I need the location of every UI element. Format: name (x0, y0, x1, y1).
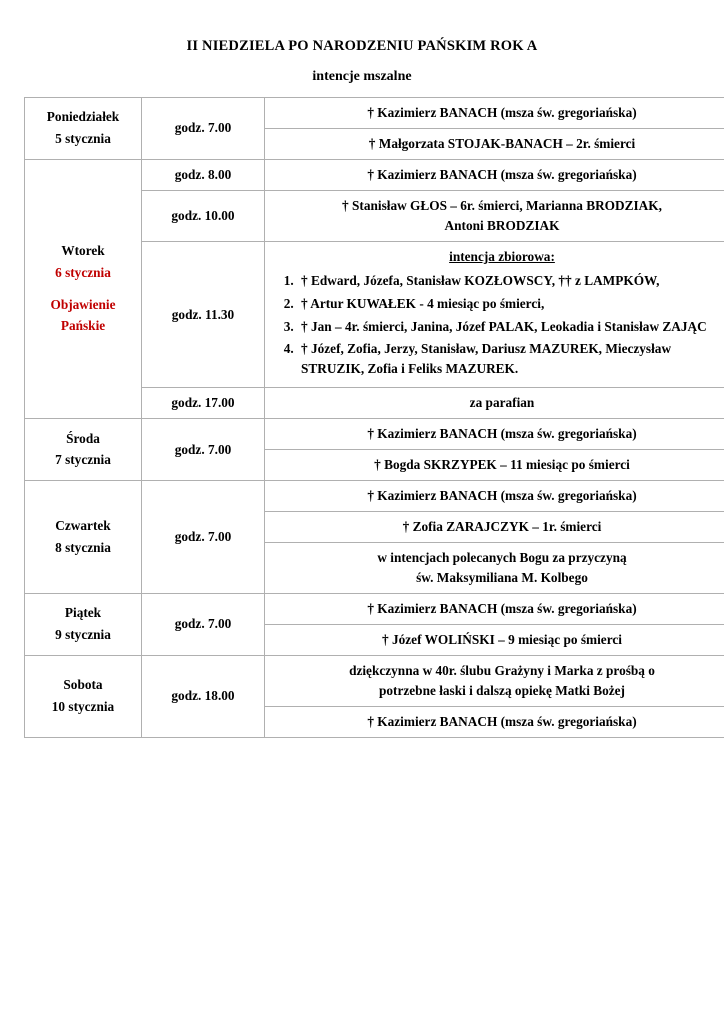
day-date: 10 stycznia (51, 698, 115, 714)
list-item: 4. † Józef, Zofia, Jerzy, Stanisław, Dariusz MAZUREK, Mieczysław STRUZIK, Zofia i Feliks MAZUREK. (297, 339, 724, 379)
time-cell-friday: godz. 7.00 (142, 593, 265, 655)
day-cell-thursday (25, 481, 142, 594)
intention-cell: za parafian (265, 388, 724, 419)
intention-cell (265, 655, 724, 706)
list-item: 1. † Edward, Józefa, Stanisław KOZŁOWSCY, †† z LAMPKÓW, (297, 271, 724, 291)
intention-line1: † Stanisław GŁOS – 6r. śmierci, Marianna BRODZIAK, (342, 197, 662, 213)
mass-intentions-table (24, 97, 724, 738)
page-subtitle: intencje mszalne (312, 69, 412, 84)
table-row (25, 593, 724, 624)
intention-cell: † Józef WOLIŃSKI – 9 miesiąc po śmierci (265, 624, 724, 655)
intention-line2: potrzebne łaski i dalszą opiekę Matki Bożej (379, 682, 625, 698)
intention-line1: dziękczynna w 40r. ślubu Grażyny i Marka z prośbą o (349, 662, 655, 678)
list-item: 2. † Artur KUWAŁEK - 4 miesiąc po śmierci, (297, 294, 724, 314)
day-cell-tuesday (25, 159, 142, 418)
time-cell: godz. 8.00 (142, 159, 265, 190)
day-date: 5 stycznia (55, 130, 111, 146)
day-date: 7 stycznia (55, 452, 111, 468)
day-cell-monday (25, 98, 142, 160)
table-row (25, 655, 724, 706)
day-cell-saturday (25, 655, 142, 737)
intention-cell: † Bogda SKRZYPEK – 11 miesiąc po śmierci (265, 450, 724, 481)
page-title: II NIEDZIELA PO NARODZENIU PAŃSKIM ROK A (186, 38, 538, 54)
day-date: 9 stycznia (55, 626, 111, 642)
intention-cell: † Małgorzata STOJAK-BANACH – 2r. śmierci (265, 128, 724, 159)
intention-cell: † Kazimierz BANACH (msza św. gregoriańska) (265, 481, 724, 512)
time-cell-saturday: godz. 18.00 (142, 655, 265, 737)
day-name: Czwartek (55, 517, 111, 533)
day-cell-wednesday (25, 419, 142, 481)
time-cell-monday: godz. 7.00 (142, 98, 265, 160)
collective-intention-header: intencja zbiorowa: (449, 248, 555, 264)
intention-cell (265, 190, 724, 241)
day-name: Poniedziałek (46, 109, 120, 125)
table-row (25, 98, 724, 129)
intention-cell: † Kazimierz BANACH (msza św. gregoriańska) (265, 593, 724, 624)
table-row (25, 419, 724, 450)
collective-intention-list (271, 271, 724, 380)
intention-cell: † Kazimierz BANACH (msza św. gregoriańska) (265, 98, 724, 129)
table-row (25, 159, 724, 190)
day-cell-friday (25, 593, 142, 655)
intention-line2: św. Maksymiliana M. Kolbego (416, 569, 588, 585)
intention-line2: Antoni BRODZIAK (444, 217, 560, 233)
intention-cell: † Zofia ZARAJCZYK – 1r. śmierci (265, 512, 724, 543)
table-row (25, 481, 724, 512)
day-date: 8 stycznia (55, 539, 111, 555)
time-cell: godz. 10.00 (142, 190, 265, 241)
time-cell: godz. 11.30 (142, 241, 265, 388)
intention-cell: † Kazimierz BANACH (msza św. gregoriańska) (265, 159, 724, 190)
intention-cell (265, 543, 724, 594)
time-cell-wednesday: godz. 7.00 (142, 419, 265, 481)
intention-cell: † Kazimierz BANACH (msza św. gregoriańska) (265, 706, 724, 737)
day-name: Sobota (63, 677, 103, 693)
feast-name-line1: Objawienie (50, 296, 116, 312)
day-date: 6 stycznia (55, 264, 111, 280)
intention-line1: w intencjach polecanych Bogu za przyczyną (377, 550, 627, 565)
time-cell-thursday: godz. 7.00 (142, 481, 265, 594)
feast-name-line2: Pańskie (60, 318, 106, 334)
day-name: Środa (66, 430, 100, 446)
list-item: 3. † Jan – 4r. śmierci, Janina, Józef PALAK, Leokadia i Stanisław ZAJĄC (297, 317, 724, 337)
day-name: Wtorek (61, 243, 105, 259)
day-name: Piątek (64, 605, 102, 621)
intention-cell: † Kazimierz BANACH (msza św. gregoriańska) (265, 419, 724, 450)
time-cell: godz. 17.00 (142, 388, 265, 419)
intention-cell-collective (265, 241, 724, 388)
